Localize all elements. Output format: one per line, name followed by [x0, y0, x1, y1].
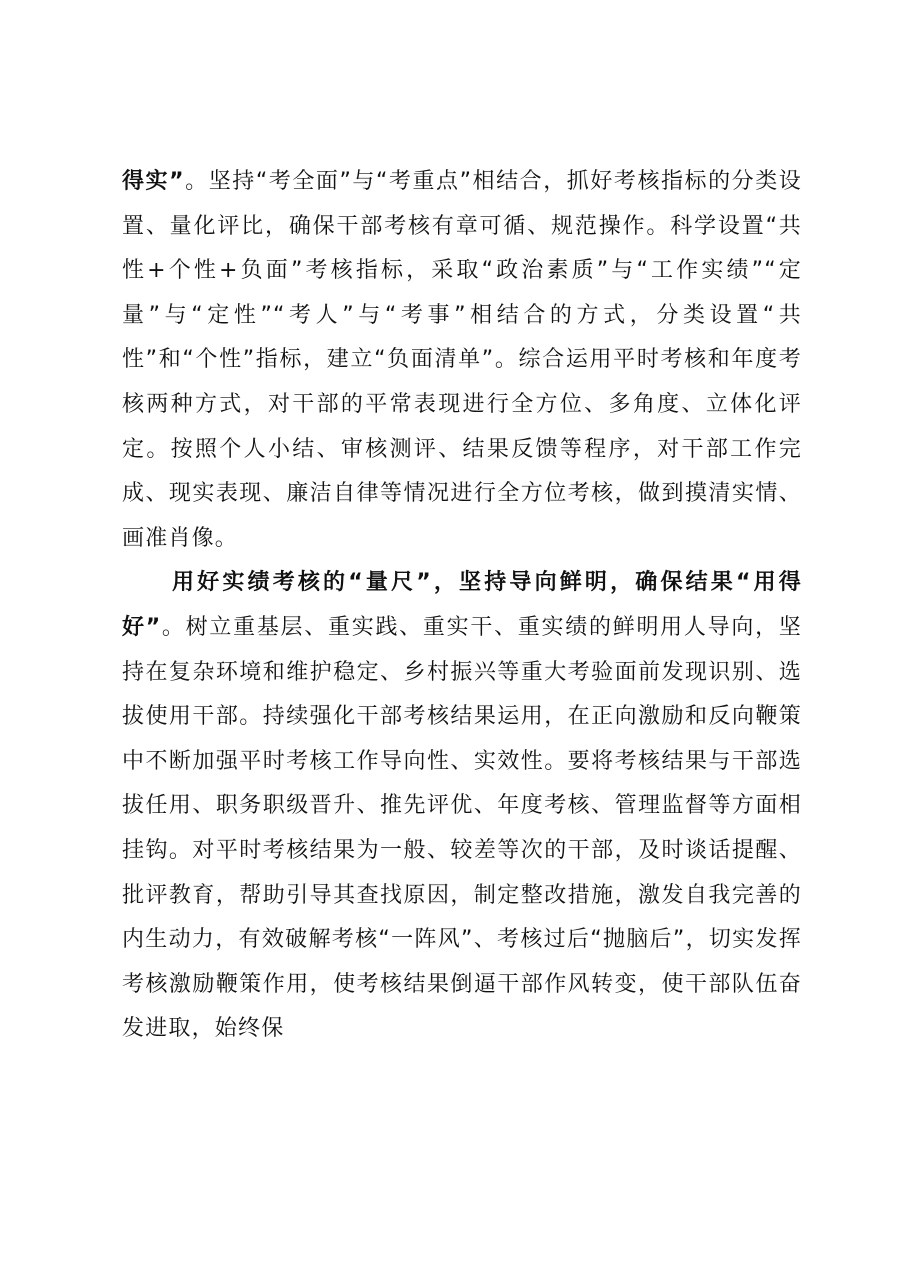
paragraph-2-text: 。树立重基层、重实践、重实干、重实绩的鲜明用人导向，坚持在复杂环境和维护稳定、乡村振兴等重大考验面前发现识别、选拔使用干部。持续强化干部考核结果运用，在正向激励和反向鞭策中不断加强平时考核工作导向性、实效性。要将考核结果与干部选拔任用、职务职级晋升、推先评优、年度考核、管理监督等方面相挂钩。对平时考核结果为一般、较差等次的干部，及时谈话提醒、批评教育，帮助引导其查找原因，制定整改措施，激发自我完善的内生动力，有效破解考核“一阵风”、考核过后“抛脑后”，切实发挥考核激励鞭策作用，使考核结果倒逼干部作风转变，使干部队伍奋发进取，始终保: [122, 614, 803, 1042]
document-body: [122, 160, 802, 1052]
paragraph-1: [122, 160, 802, 561]
paragraph-1-text: 。坚持“考全面”与“考重点”相结合，抓好考核指标的分类设置、量化评比，确保干部考核有章可循、规范操作。科学设置“共性+个性+负面”考核指标，采取“政治素质”与“工作实绩”“定量”与“定性”“考人”与“考事”相结合的方式，分类设置“共性”和“个性”指标，建立“负面清单”。综合运用平时考核和年度考核两种方式，对干部的平常表现进行全方位、多角度、立体化评定。按照个人小结、审核测评、结果反馈等程序，对干部工作完成、现实表现、廉洁自律等情况进行全方位考核，做到摸清实情、画准肖像。: [122, 169, 802, 551]
paragraph-1-lead: 得实”: [122, 169, 185, 194]
paragraph-2: [122, 561, 802, 1052]
paragraph-2-lead: 用好实绩考核的“量尺”，坚持导向鲜明，确保结果“用得好”: [122, 570, 802, 640]
